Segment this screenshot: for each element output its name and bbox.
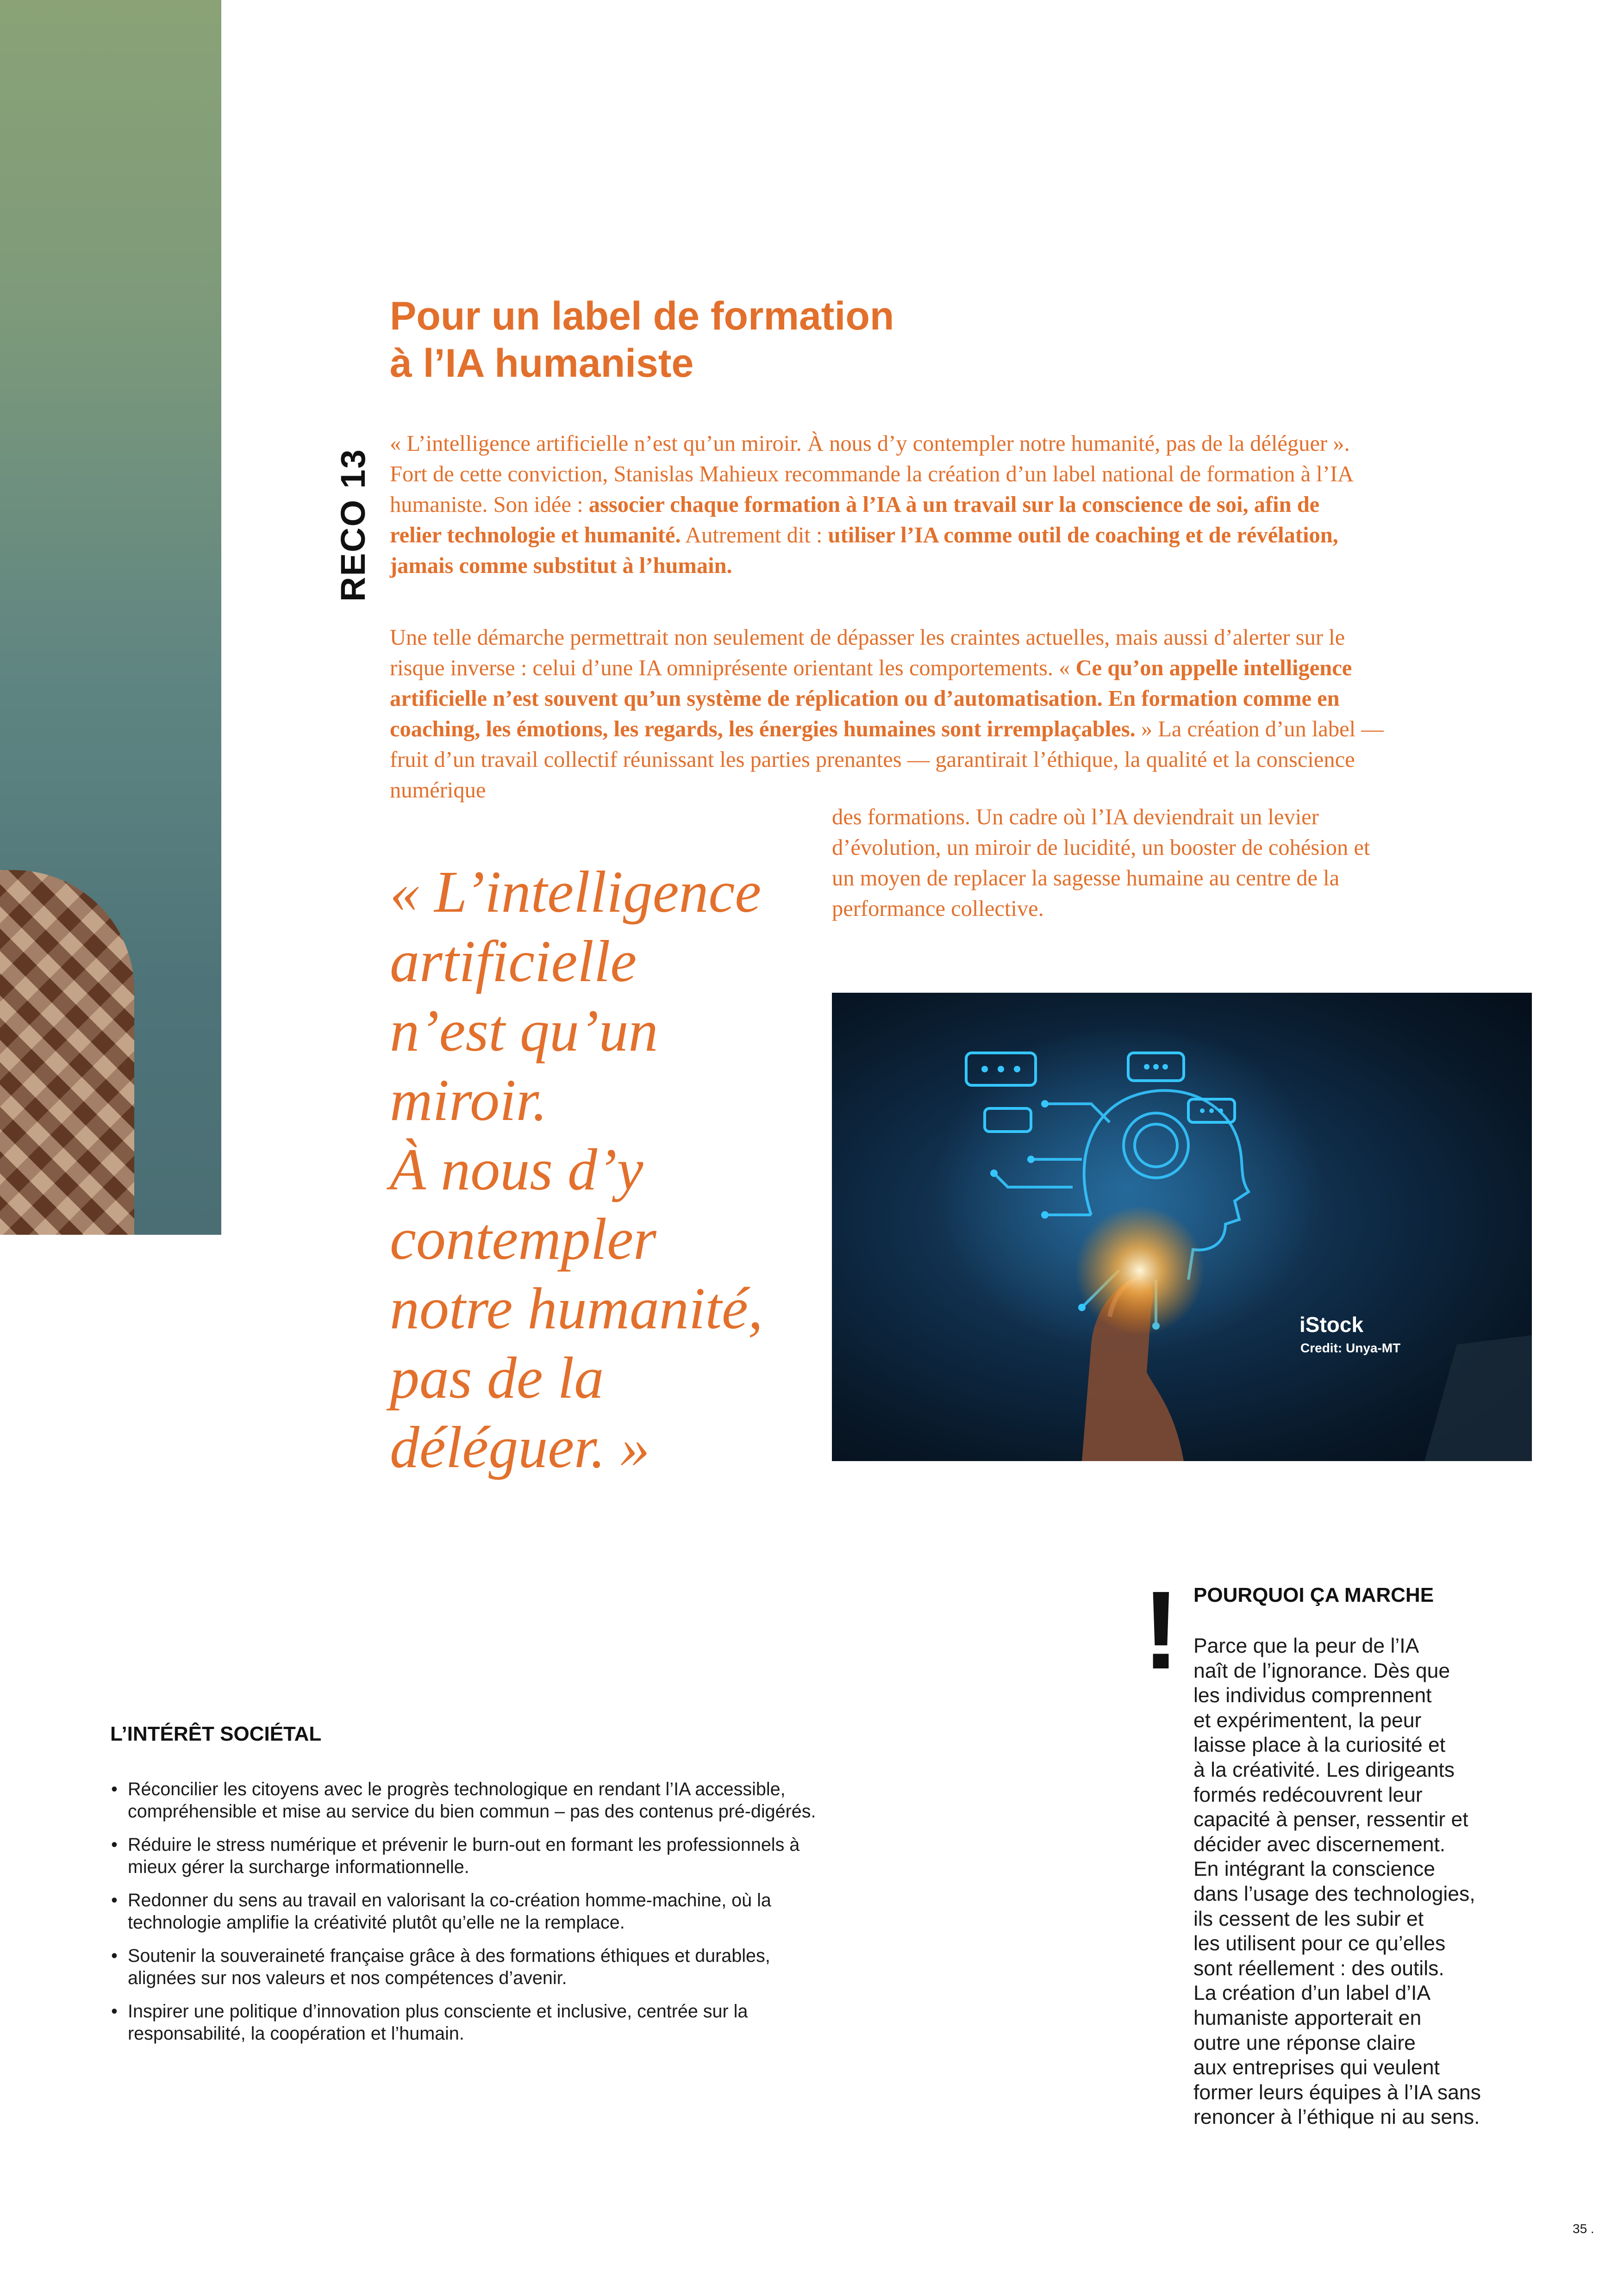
page-title — [390, 292, 1084, 387]
para2-text-1: Une telle démarche permettrait non seulement de dépasser les craintes actuelles, mais aussi d’alerter sur le risque inverse : celui d’une IA omniprésente orientant les comportements. « — [390, 625, 1345, 680]
list-item: • Réconcilier les citoyens avec le progrès technologique en rendant l’IA accessible, compréhensible et mise au service du bien commun – pas des contenus pré-digérés. — [110, 1778, 837, 1823]
why-line: laisse place à la curiosité et — [1193, 1734, 1446, 1757]
why-line: les individus comprennent — [1193, 1684, 1432, 1707]
pull-quote — [390, 857, 788, 1482]
para2-text-2: » La création d’un label — fruit d’un travail collectif réunissant les parties prenantes — garantirait l’éthique, la qualité et la conscience numérique — [390, 717, 1384, 803]
intro-paragraph — [390, 429, 1362, 581]
why-line: à la créativité. Les dirigeants — [1193, 1758, 1455, 1781]
why-line: dans l’usage des technologies, — [1193, 1882, 1475, 1905]
pull-quote-line: notre humanité, — [390, 1276, 763, 1341]
list-item: • Soutenir la souveraineté française grâce à des formations éthiques et durables, alignées sur nos valeurs et nos compétences d’avenir. — [110, 1945, 837, 1989]
pull-quote-line: miroir. — [390, 1067, 548, 1133]
pull-quote-line: n’est qu’un — [390, 998, 658, 1064]
why-line: sont réellement : des outils. — [1193, 1957, 1444, 1980]
why-it-works-title: POURQUOI ÇA MARCHE — [1193, 1584, 1434, 1606]
ai-head-graphic — [832, 993, 1532, 1461]
portrait-photo — [0, 0, 221, 1235]
why-line: capacité à penser, ressentir et — [1193, 1808, 1468, 1831]
istock-logo: iStock — [1299, 1313, 1364, 1337]
pull-quote-line: À nous d’y — [390, 1137, 643, 1202]
why-line: les utilisent pour ce qu’elles — [1193, 1932, 1446, 1955]
body-paragraph-3: des formations. Un cadre où l’IA deviendrait un levier d’évolution, un miroir de lucidité, un booster de cohésion et un moyen de replacer la sagesse humaine au centre de la performance collective. — [832, 805, 1370, 921]
intro-bold-2: utiliser l’IA comme outil de coaching et de révélation, jamais comme substitut à l’humain. — [390, 523, 1338, 578]
why-line: former leurs équipes à l’IA sans — [1193, 2081, 1481, 2104]
societal-interest-title: L’INTÉRÊT SOCIÉTAL — [110, 1723, 322, 1745]
why-line: naît de l’ignorance. Dès que — [1193, 1659, 1450, 1682]
why-line: et expérimentent, la peur — [1193, 1709, 1422, 1732]
image-credit: Credit: Unya-MT — [1300, 1341, 1401, 1355]
list-item: • Réduire le stress numérique et prévenir le burn-out en formant les professionnels à mieux gérer la surcharge informationnelle. — [110, 1834, 837, 1878]
pull-quote-line: déléguer. » — [390, 1414, 650, 1480]
pull-quote-line: pas de la — [390, 1345, 604, 1411]
intro-text-2: Autrement dit : — [681, 523, 828, 548]
why-it-works-text — [1193, 1634, 1582, 2130]
reco-label: RECO 13 — [334, 448, 372, 602]
why-line: Parce que la peur de l’IA — [1193, 1635, 1419, 1657]
why-line: ils cessent de les subir et — [1193, 1907, 1424, 1930]
intro-text-1: « L’intelligence artificielle n’est qu’un miroir. À nous d’y contempler notre humanité, pas de la déléguer ». Fort de cette conviction, Stanislas Mahieux recommande la création d’un label national de formation à l’IA humaniste. Son idée : — [390, 431, 1353, 517]
societal-interest-list — [110, 1778, 837, 2056]
pull-quote-line: artificielle — [390, 928, 637, 994]
why-line: humaniste apporterait en — [1193, 2006, 1422, 2029]
why-line: La création d’un label d’IA — [1193, 1982, 1431, 2005]
pull-quote-line: contempler — [390, 1206, 656, 1272]
para2-bold-quote: Ce qu’on appelle intelligence artificielle n’est souvent qu’un système de réplication ou d’automatisation. En formation comme en coaching, les émotions, les regards, les énergies humaines sont irremplaçables. — [390, 656, 1352, 741]
why-line: En intégrant la conscience — [1193, 1858, 1435, 1881]
list-item: • Redonner du sens au travail en valorisant la co-création homme-machine, où la technologie amplifie la créativité plutôt qu’elle ne la remplace. — [110, 1889, 837, 1934]
patterned-shirt — [0, 870, 134, 1235]
page-number: 35 . — [1573, 2221, 1594, 2236]
ai-illustration-photo — [832, 993, 1532, 1461]
why-line: renoncer à l’éthique ni au sens. — [1193, 2106, 1480, 2129]
list-item: • Inspirer une politique d’innovation plus consciente et inclusive, centrée sur la responsabilité, la coopération et l’humain. — [110, 2000, 837, 2045]
why-line: formés redécouvrent leur — [1193, 1783, 1423, 1806]
intro-bold-1: associer chaque formation à l’IA à un travail sur la conscience de soi, afin de relier technologie et humanité. — [390, 492, 1320, 548]
why-line: outre une réponse claire — [1193, 2031, 1416, 2054]
exclamation-icon: ! — [1143, 1568, 1180, 1692]
why-line: décider avec discernement. — [1193, 1833, 1446, 1856]
why-line: aux entreprises qui veulent — [1193, 2056, 1440, 2079]
title-line-2: à l’IA humaniste — [390, 341, 694, 386]
title-line-1: Pour un label de formation — [390, 294, 894, 338]
pull-quote-line: « L’intelligence — [390, 859, 762, 925]
body-paragraph-2 — [390, 622, 1397, 806]
